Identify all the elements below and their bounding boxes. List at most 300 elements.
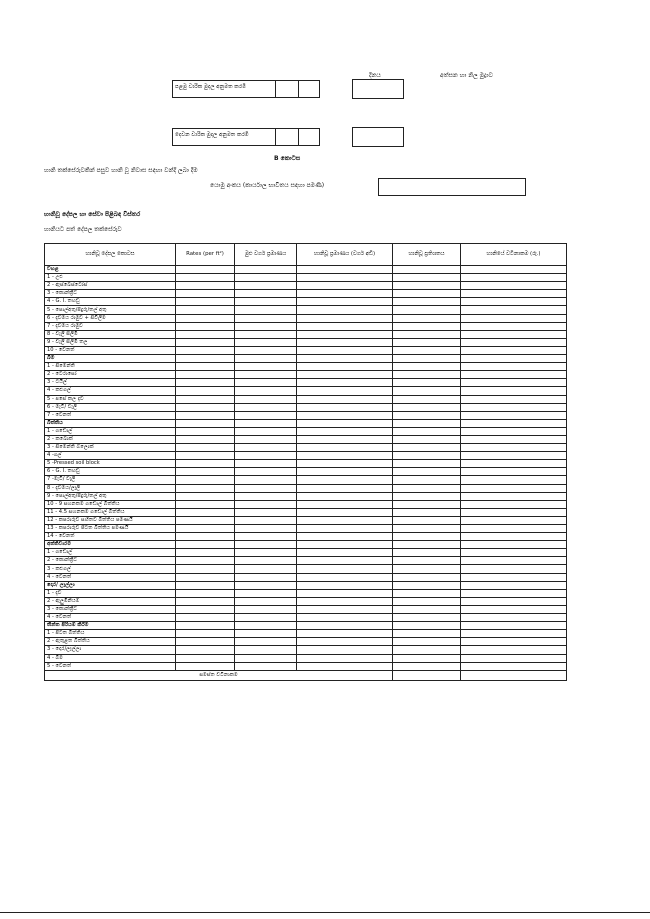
entry-cell[interactable]: [176, 314, 235, 322]
entry-cell[interactable]: [393, 581, 461, 589]
entry-cell[interactable]: [297, 298, 393, 306]
entry-cell[interactable]: [176, 282, 235, 290]
entry-cell[interactable]: [176, 298, 235, 306]
entry-cell[interactable]: [297, 363, 393, 371]
entry-cell[interactable]: [297, 525, 393, 533]
entry-cell[interactable]: [393, 444, 461, 452]
entry-cell[interactable]: [235, 363, 297, 371]
first-approval-cell-1[interactable]: [276, 81, 299, 97]
section-label: අත්තිවාරම: [45, 541, 176, 549]
entry-cell[interactable]: [393, 346, 461, 354]
entry-cell[interactable]: [235, 371, 297, 379]
entry-cell[interactable]: [176, 395, 235, 403]
entry-cell[interactable]: [297, 500, 393, 508]
table-row: [45, 444, 567, 452]
entry-cell[interactable]: [461, 403, 567, 411]
entry-cell[interactable]: [176, 654, 235, 662]
entry-cell[interactable]: [176, 444, 235, 452]
entry-cell[interactable]: [235, 646, 297, 654]
entry-cell[interactable]: [176, 614, 235, 622]
entry-cell[interactable]: [235, 541, 297, 549]
table-row: [45, 597, 567, 605]
entry-cell[interactable]: [176, 322, 235, 330]
entry-cell[interactable]: [461, 484, 567, 492]
entry-cell[interactable]: [235, 468, 297, 476]
entry-cell[interactable]: [235, 355, 297, 363]
entry-cell[interactable]: [176, 468, 235, 476]
entry-cell[interactable]: [297, 314, 393, 322]
entry-cell[interactable]: [235, 282, 297, 290]
entry-cell[interactable]: [393, 395, 461, 403]
entry-cell[interactable]: [176, 508, 235, 516]
entry-cell[interactable]: [176, 419, 235, 427]
entry-cell[interactable]: [461, 427, 567, 435]
entry-cell[interactable]: [461, 622, 567, 630]
entry-cell[interactable]: [297, 589, 393, 597]
entry-cell[interactable]: [461, 500, 567, 508]
entry-cell[interactable]: [393, 654, 461, 662]
entry-cell[interactable]: [461, 605, 567, 613]
entry-cell[interactable]: [393, 419, 461, 427]
entry-cell[interactable]: [461, 492, 567, 500]
item-label: 4 - වෙනත්: [45, 573, 176, 581]
table-row: [45, 395, 567, 403]
entry-cell[interactable]: [393, 557, 461, 565]
entry-cell[interactable]: [297, 533, 393, 541]
entry-cell[interactable]: [393, 355, 461, 363]
entry-cell[interactable]: [461, 654, 567, 662]
entry-cell[interactable]: [235, 573, 297, 581]
entry-cell[interactable]: [235, 266, 297, 274]
total-percentage-cell[interactable]: [393, 670, 461, 680]
table-row: [45, 460, 567, 468]
entry-cell[interactable]: [393, 622, 461, 630]
entry-cell[interactable]: [235, 484, 297, 492]
table-row: [45, 387, 567, 395]
entry-cell[interactable]: [393, 500, 461, 508]
entry-cell[interactable]: [235, 290, 297, 298]
entry-cell[interactable]: [461, 452, 567, 460]
entry-cell[interactable]: [297, 662, 393, 670]
second-approval-cell-1[interactable]: [276, 129, 299, 145]
entry-cell[interactable]: [297, 573, 393, 581]
entry-cell[interactable]: [461, 525, 567, 533]
total-row: [45, 670, 567, 680]
entry-cell[interactable]: [393, 597, 461, 605]
entry-cell[interactable]: [297, 395, 393, 403]
table-row: [45, 630, 567, 638]
section-label: වහළ: [45, 266, 176, 274]
entry-cell[interactable]: [176, 452, 235, 460]
entry-cell[interactable]: [176, 549, 235, 557]
entry-cell[interactable]: [297, 355, 393, 363]
entry-cell[interactable]: [235, 516, 297, 524]
item-label: 2 - ඇතුළත බිත්තිය: [45, 638, 176, 646]
entry-cell[interactable]: [461, 435, 567, 443]
entry-cell[interactable]: [297, 638, 393, 646]
item-label: 5 - පොල්අතු/පිදුරු/තල් අතු: [45, 306, 176, 314]
entry-cell[interactable]: [461, 662, 567, 670]
entry-cell[interactable]: [393, 306, 461, 314]
entry-cell[interactable]: [461, 573, 567, 581]
entry-cell[interactable]: [176, 266, 235, 274]
entry-cell[interactable]: [176, 573, 235, 581]
entry-cell[interactable]: [176, 516, 235, 524]
entry-cell[interactable]: [235, 605, 297, 613]
entry-cell[interactable]: [176, 427, 235, 435]
entry-cell[interactable]: [235, 557, 297, 565]
entry-cell[interactable]: [393, 476, 461, 484]
entry-cell[interactable]: [235, 508, 297, 516]
entry-cell[interactable]: [393, 662, 461, 670]
entry-cell[interactable]: [461, 565, 567, 573]
entry-cell[interactable]: [461, 338, 567, 346]
entry-cell[interactable]: [297, 403, 393, 411]
entry-cell[interactable]: [297, 444, 393, 452]
entry-cell[interactable]: [235, 322, 297, 330]
entry-cell[interactable]: [235, 274, 297, 282]
first-approval-cell-2[interactable]: [299, 81, 319, 97]
table-row: [45, 274, 567, 282]
entry-cell[interactable]: [393, 363, 461, 371]
entry-cell[interactable]: [297, 630, 393, 638]
entry-cell[interactable]: [176, 435, 235, 443]
table-row: [45, 435, 567, 443]
entry-cell[interactable]: [393, 541, 461, 549]
entry-cell[interactable]: [461, 346, 567, 354]
entry-cell[interactable]: [235, 330, 297, 338]
entry-cell[interactable]: [176, 589, 235, 597]
entry-cell[interactable]: [393, 435, 461, 443]
entry-cell[interactable]: [393, 379, 461, 387]
entry-cell[interactable]: [393, 549, 461, 557]
entry-cell[interactable]: [297, 371, 393, 379]
entry-cell[interactable]: [297, 290, 393, 298]
entry-cell[interactable]: [176, 379, 235, 387]
entry-cell[interactable]: [393, 614, 461, 622]
entry-cell[interactable]: [297, 581, 393, 589]
table-row: [45, 306, 567, 314]
item-label: 1 - ගඩොල්: [45, 427, 176, 435]
entry-cell[interactable]: [235, 500, 297, 508]
entry-cell[interactable]: [297, 557, 393, 565]
entry-cell[interactable]: [297, 427, 393, 435]
second-date-box[interactable]: [352, 127, 404, 147]
item-label: 4 - වෙනත්: [45, 614, 176, 622]
entry-cell[interactable]: [461, 330, 567, 338]
entry-cell[interactable]: [393, 266, 461, 274]
entry-cell[interactable]: [461, 290, 567, 298]
entry-cell[interactable]: [297, 266, 393, 274]
entry-cell[interactable]: [297, 541, 393, 549]
entry-cell[interactable]: [393, 630, 461, 638]
table-row: [45, 662, 567, 670]
entry-cell[interactable]: [461, 419, 567, 427]
item-label: 1 - පිටත බිත්තිය: [45, 630, 176, 638]
entry-cell[interactable]: [235, 395, 297, 403]
entry-cell[interactable]: [297, 508, 393, 516]
entry-cell[interactable]: [235, 444, 297, 452]
entry-cell[interactable]: [176, 306, 235, 314]
entry-cell[interactable]: [393, 484, 461, 492]
entry-cell[interactable]: [461, 646, 567, 654]
entry-cell[interactable]: [297, 282, 393, 290]
entry-cell[interactable]: [461, 533, 567, 541]
item-label: 9 - පොල්අතු/පිදුරු/තල් අතු: [45, 492, 176, 500]
entry-cell[interactable]: [176, 387, 235, 395]
entry-cell[interactable]: [235, 427, 297, 435]
second-approval-box: [172, 128, 320, 146]
entry-cell[interactable]: [393, 638, 461, 646]
entry-cell[interactable]: [297, 484, 393, 492]
entry-cell[interactable]: [297, 622, 393, 630]
entry-cell[interactable]: [176, 290, 235, 298]
entry-cell[interactable]: [176, 525, 235, 533]
entry-cell[interactable]: [176, 403, 235, 411]
item-label: 5 -Pressed soil block: [45, 460, 176, 468]
table-body: [45, 266, 567, 681]
entry-cell[interactable]: [461, 363, 567, 371]
ref-number-box[interactable]: [378, 178, 526, 196]
entry-cell[interactable]: [176, 500, 235, 508]
second-approval-cell-2[interactable]: [299, 129, 319, 145]
entry-cell[interactable]: [393, 330, 461, 338]
entry-cell[interactable]: [235, 298, 297, 306]
entry-cell[interactable]: [235, 662, 297, 670]
entry-cell[interactable]: [297, 460, 393, 468]
item-label: 10 - වෙනත්: [45, 346, 176, 354]
entry-cell[interactable]: [461, 468, 567, 476]
entry-cell[interactable]: [461, 274, 567, 282]
entry-cell[interactable]: [235, 492, 297, 500]
table-row: [45, 525, 567, 533]
entry-cell[interactable]: [235, 581, 297, 589]
entry-cell[interactable]: [235, 597, 297, 605]
entry-cell[interactable]: [393, 508, 461, 516]
second-approval-label: දෙවන වාරික මුදල අනුමත කරමි: [173, 129, 276, 145]
first-date-box[interactable]: [352, 79, 404, 99]
entry-cell[interactable]: [297, 419, 393, 427]
entry-cell[interactable]: [235, 460, 297, 468]
entry-cell[interactable]: [461, 614, 567, 622]
entry-cell[interactable]: [393, 452, 461, 460]
table-row: [45, 403, 567, 411]
entry-cell[interactable]: [297, 346, 393, 354]
entry-cell[interactable]: [235, 589, 297, 597]
entry-cell[interactable]: [235, 306, 297, 314]
entry-cell[interactable]: [176, 557, 235, 565]
entry-cell[interactable]: [393, 371, 461, 379]
total-value-cell[interactable]: [461, 670, 567, 680]
entry-cell[interactable]: [297, 322, 393, 330]
column-header: හානියේ වටිනාකම (රු.): [461, 244, 567, 266]
entry-cell[interactable]: [235, 654, 297, 662]
entry-cell[interactable]: [235, 419, 297, 427]
entry-cell[interactable]: [176, 605, 235, 613]
column-header: මුළු වර්ග ප්‍රමාණය: [235, 244, 297, 266]
entry-cell[interactable]: [235, 525, 297, 533]
entry-cell[interactable]: [176, 646, 235, 654]
entry-cell[interactable]: [393, 411, 461, 419]
entry-cell[interactable]: [297, 654, 393, 662]
entry-cell[interactable]: [461, 314, 567, 322]
entry-cell[interactable]: [176, 346, 235, 354]
entry-cell[interactable]: [176, 541, 235, 549]
table-row: [45, 452, 567, 460]
ref-number-label: යොමු අංකය (කාර්යාල භාවිතය සඳහා පමණි): [210, 182, 325, 189]
column-header: හානිවූ ප්‍රමාණය (වර්ග අඩි): [297, 244, 393, 266]
entry-cell[interactable]: [393, 533, 461, 541]
item-label: 11 - 4.5 සහනකම ගඩොල් බිත්තිය: [45, 508, 176, 516]
entry-cell[interactable]: [235, 476, 297, 484]
entry-cell[interactable]: [461, 306, 567, 314]
entry-cell[interactable]: [461, 557, 567, 565]
entry-cell[interactable]: [461, 630, 567, 638]
entry-cell[interactable]: [393, 427, 461, 435]
entry-cell[interactable]: [176, 330, 235, 338]
entry-cell[interactable]: [297, 605, 393, 613]
entry-cell[interactable]: [297, 435, 393, 443]
entry-cell[interactable]: [297, 468, 393, 476]
entry-cell[interactable]: [461, 282, 567, 290]
entry-cell[interactable]: [176, 274, 235, 282]
entry-cell[interactable]: [393, 274, 461, 282]
entry-cell[interactable]: [176, 622, 235, 630]
entry-cell[interactable]: [461, 476, 567, 484]
item-label: 14 - වෙනත්: [45, 533, 176, 541]
entry-cell[interactable]: [393, 460, 461, 468]
entry-cell[interactable]: [297, 330, 393, 338]
entry-cell[interactable]: [393, 525, 461, 533]
entry-cell[interactable]: [393, 403, 461, 411]
entry-cell[interactable]: [176, 638, 235, 646]
entry-cell[interactable]: [297, 274, 393, 282]
entry-cell[interactable]: [176, 338, 235, 346]
entry-cell[interactable]: [235, 403, 297, 411]
entry-cell[interactable]: [176, 581, 235, 589]
entry-cell[interactable]: [176, 371, 235, 379]
entry-cell[interactable]: [393, 298, 461, 306]
entry-cell[interactable]: [461, 395, 567, 403]
entry-cell[interactable]: [393, 338, 461, 346]
entry-cell[interactable]: [461, 460, 567, 468]
entry-cell[interactable]: [235, 630, 297, 638]
entry-cell[interactable]: [393, 565, 461, 573]
entry-cell[interactable]: [461, 298, 567, 306]
entry-cell[interactable]: [297, 516, 393, 524]
entry-cell[interactable]: [461, 581, 567, 589]
entry-cell[interactable]: [461, 444, 567, 452]
entry-cell[interactable]: [297, 452, 393, 460]
table-row: [45, 298, 567, 306]
entry-cell[interactable]: [235, 346, 297, 354]
entry-cell[interactable]: [297, 646, 393, 654]
entry-cell[interactable]: [297, 476, 393, 484]
entry-cell[interactable]: [297, 597, 393, 605]
entry-cell[interactable]: [461, 411, 567, 419]
entry-cell[interactable]: [461, 387, 567, 395]
entry-cell[interactable]: [176, 484, 235, 492]
entry-cell[interactable]: [235, 549, 297, 557]
entry-cell[interactable]: [461, 638, 567, 646]
entry-cell[interactable]: [176, 597, 235, 605]
entry-cell[interactable]: [235, 379, 297, 387]
entry-cell[interactable]: [393, 516, 461, 524]
entry-cell[interactable]: [235, 338, 297, 346]
entry-cell[interactable]: [235, 638, 297, 646]
entry-cell[interactable]: [297, 411, 393, 419]
entry-cell[interactable]: [297, 306, 393, 314]
entry-cell[interactable]: [176, 411, 235, 419]
entry-cell[interactable]: [393, 573, 461, 581]
entry-cell[interactable]: [297, 379, 393, 387]
table-section-row: [45, 541, 567, 549]
entry-cell[interactable]: [176, 476, 235, 484]
entry-cell[interactable]: [176, 533, 235, 541]
item-label: 3 - කළුගල්: [45, 565, 176, 573]
table-section-row: [45, 266, 567, 274]
entry-cell[interactable]: [176, 355, 235, 363]
entry-cell[interactable]: [461, 508, 567, 516]
entry-cell[interactable]: [235, 622, 297, 630]
entry-cell[interactable]: [461, 597, 567, 605]
entry-cell[interactable]: [393, 314, 461, 322]
entry-cell[interactable]: [235, 411, 297, 419]
entry-cell[interactable]: [393, 646, 461, 654]
entry-cell[interactable]: [235, 565, 297, 573]
entry-cell[interactable]: [461, 355, 567, 363]
entry-cell[interactable]: [393, 468, 461, 476]
entry-cell[interactable]: [235, 614, 297, 622]
entry-cell[interactable]: [235, 435, 297, 443]
entry-cell[interactable]: [461, 379, 567, 387]
entry-cell[interactable]: [297, 549, 393, 557]
entry-cell[interactable]: [297, 614, 393, 622]
entry-cell[interactable]: [297, 387, 393, 395]
entry-cell[interactable]: [461, 322, 567, 330]
entry-cell[interactable]: [297, 565, 393, 573]
entry-cell[interactable]: [235, 533, 297, 541]
entry-cell[interactable]: [393, 387, 461, 395]
entry-cell[interactable]: [235, 452, 297, 460]
entry-cell[interactable]: [176, 492, 235, 500]
entry-cell[interactable]: [235, 314, 297, 322]
entry-cell[interactable]: [176, 460, 235, 468]
entry-cell[interactable]: [393, 282, 461, 290]
entry-cell[interactable]: [461, 516, 567, 524]
entry-cell[interactable]: [297, 338, 393, 346]
entry-cell[interactable]: [393, 492, 461, 500]
entry-cell[interactable]: [176, 565, 235, 573]
entry-cell[interactable]: [176, 662, 235, 670]
entry-cell[interactable]: [176, 630, 235, 638]
entry-cell[interactable]: [393, 589, 461, 597]
entry-cell[interactable]: [393, 322, 461, 330]
item-label: 2 - කොන්ක්‍රීට්: [45, 557, 176, 565]
entry-cell[interactable]: [461, 541, 567, 549]
entry-cell[interactable]: [176, 363, 235, 371]
entry-cell[interactable]: [461, 371, 567, 379]
entry-cell[interactable]: [461, 589, 567, 597]
entry-cell[interactable]: [393, 290, 461, 298]
entry-cell[interactable]: [461, 549, 567, 557]
entry-cell[interactable]: [235, 387, 297, 395]
table-row: [45, 282, 567, 290]
entry-cell[interactable]: [461, 266, 567, 274]
entry-cell[interactable]: [297, 492, 393, 500]
entry-cell[interactable]: [393, 605, 461, 613]
table-row: [45, 638, 567, 646]
